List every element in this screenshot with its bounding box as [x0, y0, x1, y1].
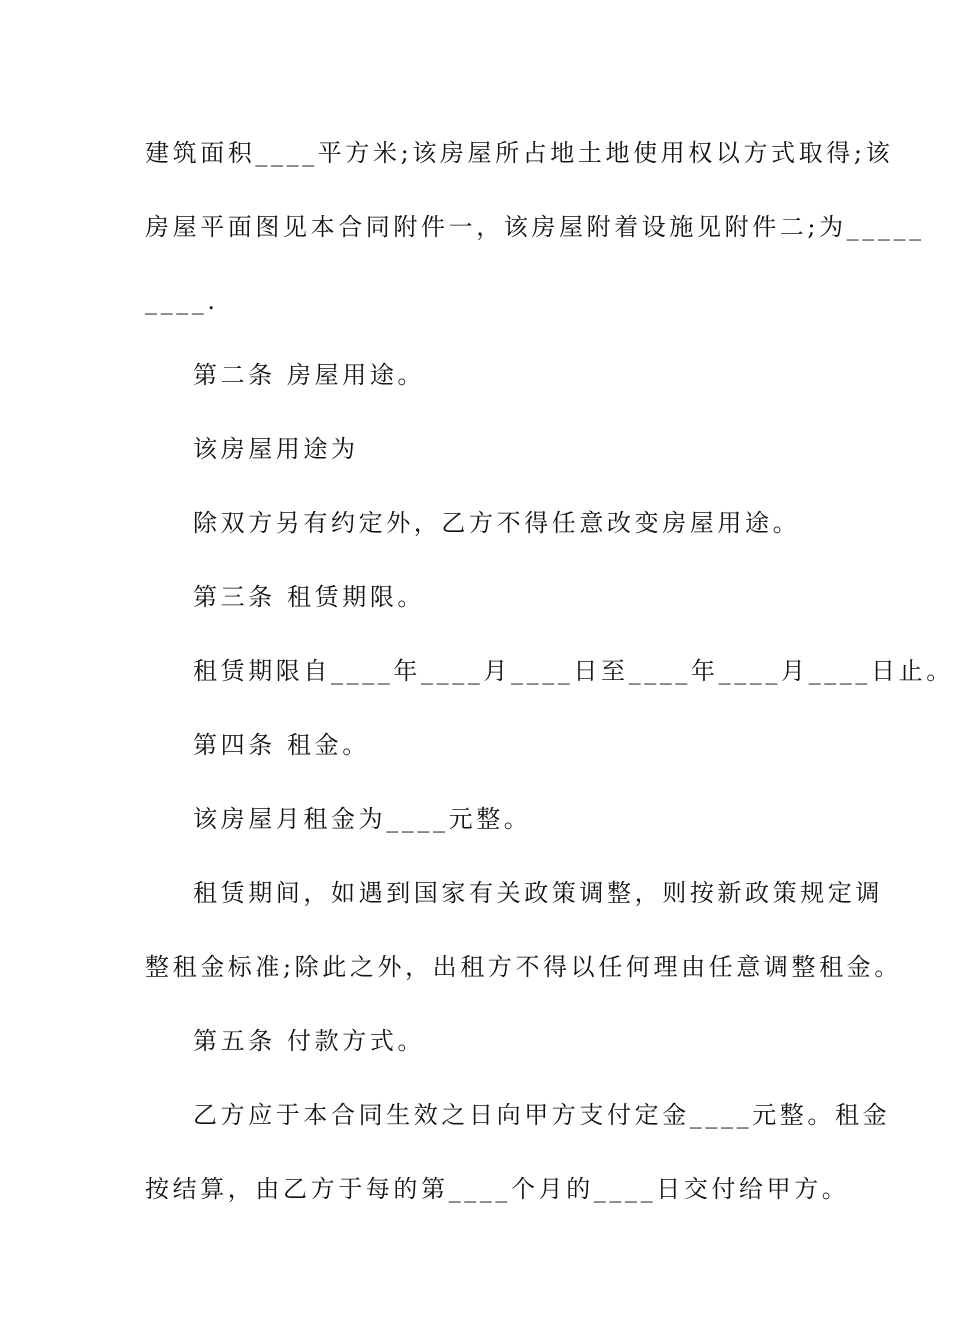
section-heading: 第五条 付款方式。 [193, 1027, 426, 1055]
body-text-line: 建筑面积____平方米;该房屋所占地土地使用权以方式取得;该 [145, 139, 894, 167]
body-text-line: 除双方另有约定外，乙方不得任意改变房屋用途。 [193, 509, 801, 537]
body-text-line: 整租金标准;除此之外，出租方不得以任何理由任意调整租金。 [145, 953, 902, 981]
section-heading: 第二条 房屋用途。 [193, 361, 426, 389]
section-heading: 第四条 租金。 [193, 731, 370, 759]
body-text-line: 房屋平面图见本合同附件一，该房屋附着设施见附件二;为_____ [145, 213, 925, 241]
body-text-line: 租赁期间，如遇到国家有关政策调整，则按新政策规定调 [193, 879, 883, 907]
body-text-line: 按结算，由乙方于每的第____个月的____日交付给甲方。 [145, 1175, 850, 1203]
body-text-line: 该房屋月租金为____元整。 [193, 805, 532, 833]
body-text-line: 乙方应于本合同生效之日向甲方支付定金____元整。租金 [193, 1101, 891, 1129]
body-text-line: ____. [145, 287, 219, 315]
body-text-line: 租赁期限自____年____月____日至____年____月____日止。 [193, 657, 954, 685]
body-text-line: 该房屋用途为 [193, 435, 359, 463]
section-heading: 第三条 租赁期限。 [193, 583, 426, 611]
